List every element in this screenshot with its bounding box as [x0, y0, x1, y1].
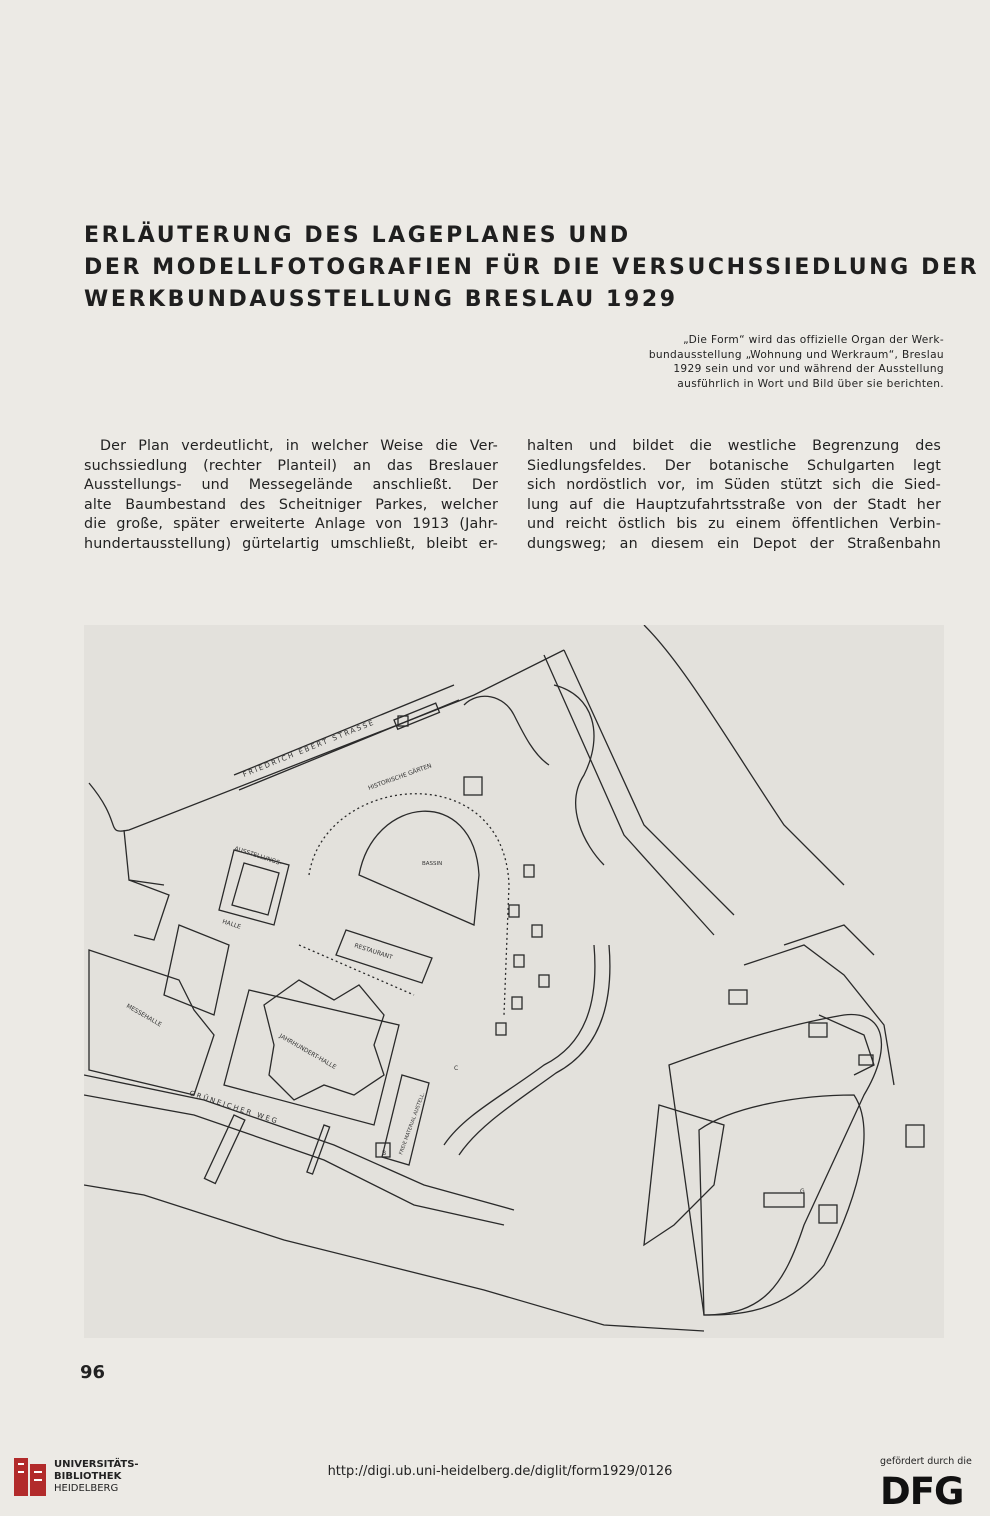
note-line-1: „Die Form“ wird das offizielle Organ der Werk- [683, 334, 944, 346]
label-free-material: FREIE MATERIAL AUSTELL. [398, 1091, 427, 1156]
library-line-1: UNIVERSITÄTS- [54, 1459, 139, 1470]
article-title [84, 220, 980, 316]
title-line-2: DER MODELLFOTOGRAFIEN FÜR DIE VERSUCHSSIEDLUNG DER [84, 255, 980, 280]
library-line-3: HEIDELBERG [54, 1483, 119, 1494]
page-number: 96 [80, 1362, 106, 1383]
label-centennial-hall: JAHRHUNDERT-HALLE [278, 1032, 338, 1071]
funded-by-text: gefördert durch die [880, 1456, 972, 1467]
label-hall: HALLE [221, 918, 242, 931]
body-line: Ausstellungs- und Messegelände anschließt. Der [84, 477, 498, 494]
body-line: suchssiedlung (rechter Planteil) an das Breslauer [84, 457, 498, 474]
library-logo-icon [12, 1456, 48, 1498]
label-exhibition-hall: AUSSTELLUNGS- [233, 845, 283, 868]
body-line: hundertausstellung) gürtelartig umschließt, bleibt er- [84, 535, 498, 552]
body-column-left [84, 437, 498, 555]
body-column-right [527, 437, 941, 555]
body-line: dungsweg; an diesem ein Depot der Straßenbahn [527, 535, 941, 552]
label-restaurant: RESTAURANT [353, 942, 394, 962]
dfg-logo[interactable]: DFG [880, 1470, 964, 1513]
editorial-note [598, 333, 944, 391]
label-c: C [454, 1065, 459, 1072]
label-historic-gardens: HISTORISCHE GÄRTEN [367, 762, 433, 792]
label-g: G [800, 1188, 805, 1195]
note-line-4: ausführlich in Wort und Bild über sie berichten. [677, 377, 944, 390]
source-url-link[interactable]: http://digi.ub.uni-heidelberg.de/diglit/form1929/0126 [327, 1464, 673, 1479]
label-street-south: GRÜNEICHER WEG [188, 1089, 280, 1126]
body-line: alte Baumbestand des Scheitniger Parkes, welcher [84, 496, 498, 513]
note-line-3: 1929 sein und vor und während der Ausstellung [673, 363, 944, 376]
body-line: und reicht östlich bis zu einem öffentlichen Verbin- [527, 516, 941, 533]
body-line: lung auf die Hauptzufahrtsstraße von der Stadt her [527, 496, 941, 513]
label-street-north: FRIEDRICH EBERT STRASSE [241, 718, 377, 779]
site-plan-figure [84, 625, 944, 1338]
body-line: Siedlungsfeldes. Der botanische Schulgarten legt [527, 457, 941, 474]
title-line-3: WERKBUNDAUSSTELLUNG BRESLAU 1929 [84, 287, 678, 312]
title-line-1: ERLÄUTERUNG DES LAGEPLANES UND [84, 223, 631, 248]
body-line: sich nordöstlich vor, im Süden stützt sich die Sied- [527, 477, 941, 494]
note-line-2: bundausstellung „Wohnung und Werkraum“, Breslau [648, 348, 944, 361]
body-line: halten und bildet die westliche Begrenzung des [527, 438, 941, 454]
library-line-2: BIBLIOTHEK [54, 1471, 122, 1482]
label-b: B [382, 1150, 387, 1157]
label-fair-hall: MESSEHALLE [125, 1002, 163, 1029]
library-name [54, 1459, 139, 1495]
library-logo[interactable] [12, 1456, 152, 1504]
body-line: die große, später erweiterte Anlage von 1913 (Jahr- [84, 516, 498, 533]
body-line: Der Plan verdeutlicht, in welcher Weise die Ver- [100, 438, 498, 454]
label-basin: BASSIN [422, 861, 443, 867]
site-plan-drawing [84, 625, 944, 1338]
